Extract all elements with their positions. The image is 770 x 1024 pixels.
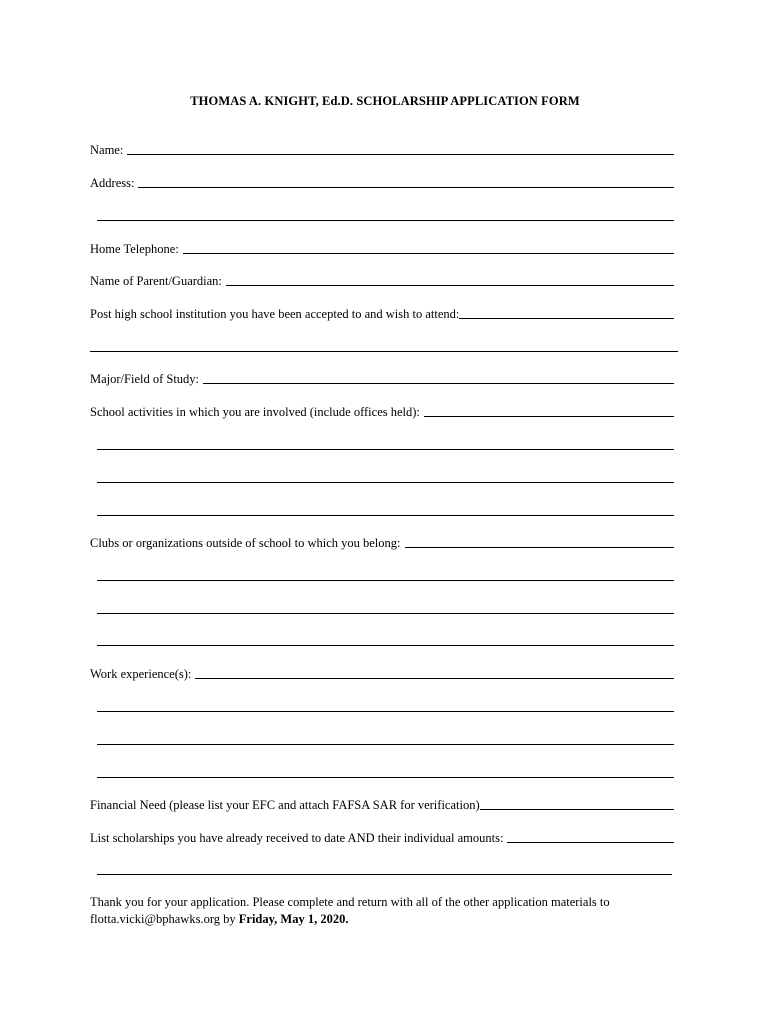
school-activities-line-3-field[interactable]	[97, 482, 674, 483]
scholarships-line-2-field[interactable]	[97, 874, 672, 875]
clubs-line-4-row	[97, 631, 674, 649]
clubs-line-2-field[interactable]	[97, 580, 674, 581]
clubs-line-2-row	[97, 566, 674, 584]
major-field[interactable]	[203, 383, 674, 384]
form-title: THOMAS A. KNIGHT, Ed.D. SCHOLARSHIP APPLICATION FORM	[190, 94, 580, 108]
scholarships-field[interactable]	[507, 842, 674, 843]
work-experience-line-2-field[interactable]	[97, 711, 674, 712]
clubs-label: Clubs or organizations outside of school to which you belong:	[90, 536, 401, 550]
parent-guardian-field[interactable]	[226, 285, 674, 286]
parent-guardian-row	[90, 271, 674, 289]
home-telephone-field[interactable]	[183, 253, 674, 254]
work-experience-field[interactable]	[195, 678, 674, 679]
financial-need-row	[90, 795, 674, 813]
address-line-2-row	[97, 206, 674, 224]
scholarships-label: List scholarships you have already received to date AND their individual amounts:	[90, 831, 504, 845]
scholarships-row	[90, 828, 674, 846]
clubs-line-3-field[interactable]	[97, 613, 674, 614]
work-experience-line-3-field[interactable]	[97, 744, 674, 745]
parent-guardian-label: Name of Parent/Guardian:	[90, 274, 222, 288]
school-activities-line-3-row	[97, 468, 674, 486]
work-experience-line-4-field[interactable]	[97, 777, 674, 778]
financial-need-label: Financial Need (please list your EFC and attach FAFSA SAR for verification)	[90, 798, 480, 812]
address-field[interactable]	[138, 187, 674, 188]
institution-field[interactable]	[459, 318, 674, 319]
clubs-field[interactable]	[405, 547, 675, 548]
school-activities-field[interactable]	[424, 416, 674, 417]
school-activities-line-4-row	[97, 501, 674, 519]
closing-text: Thank you for your application. Please complete and return with all of the other application materials to flotta.vicki@bphawks.org by	[90, 895, 610, 926]
work-experience-row	[90, 664, 674, 682]
work-experience-line-4-row	[97, 763, 674, 781]
name-field[interactable]	[127, 154, 674, 155]
home-telephone-row	[90, 239, 674, 257]
work-experience-line-3-row	[97, 730, 674, 748]
financial-need-field[interactable]	[480, 809, 674, 810]
address-line-2-field[interactable]	[97, 220, 674, 221]
clubs-line-4-field[interactable]	[97, 645, 674, 646]
school-activities-line-2-row	[97, 435, 674, 453]
school-activities-line-2-field[interactable]	[97, 449, 674, 450]
school-activities-line-4-field[interactable]	[97, 515, 674, 516]
home-telephone-label: Home Telephone:	[90, 242, 179, 256]
address-row	[90, 173, 674, 191]
institution-row	[90, 304, 674, 322]
school-activities-row	[90, 402, 674, 420]
address-label: Address:	[90, 176, 135, 190]
school-activities-label: School activities in which you are involved (include offices held):	[90, 405, 420, 419]
institution-label: Post high school institution you have been accepted to and wish to attend:	[90, 307, 460, 321]
closing-instructions	[90, 894, 680, 928]
name-row	[90, 140, 674, 158]
clubs-line-3-row	[97, 599, 674, 617]
work-experience-label: Work experience(s):	[90, 667, 192, 681]
deadline-text: Friday, May 1, 2020.	[238, 912, 349, 926]
scholarships-line-2-row	[97, 860, 672, 878]
institution-line-2-row	[90, 337, 678, 355]
institution-line-2-field[interactable]	[90, 351, 678, 352]
major-row	[90, 369, 674, 387]
major-label: Major/Field of Study:	[90, 372, 200, 386]
clubs-row	[90, 533, 674, 551]
work-experience-line-2-row	[97, 697, 674, 715]
name-label: Name:	[90, 143, 124, 157]
